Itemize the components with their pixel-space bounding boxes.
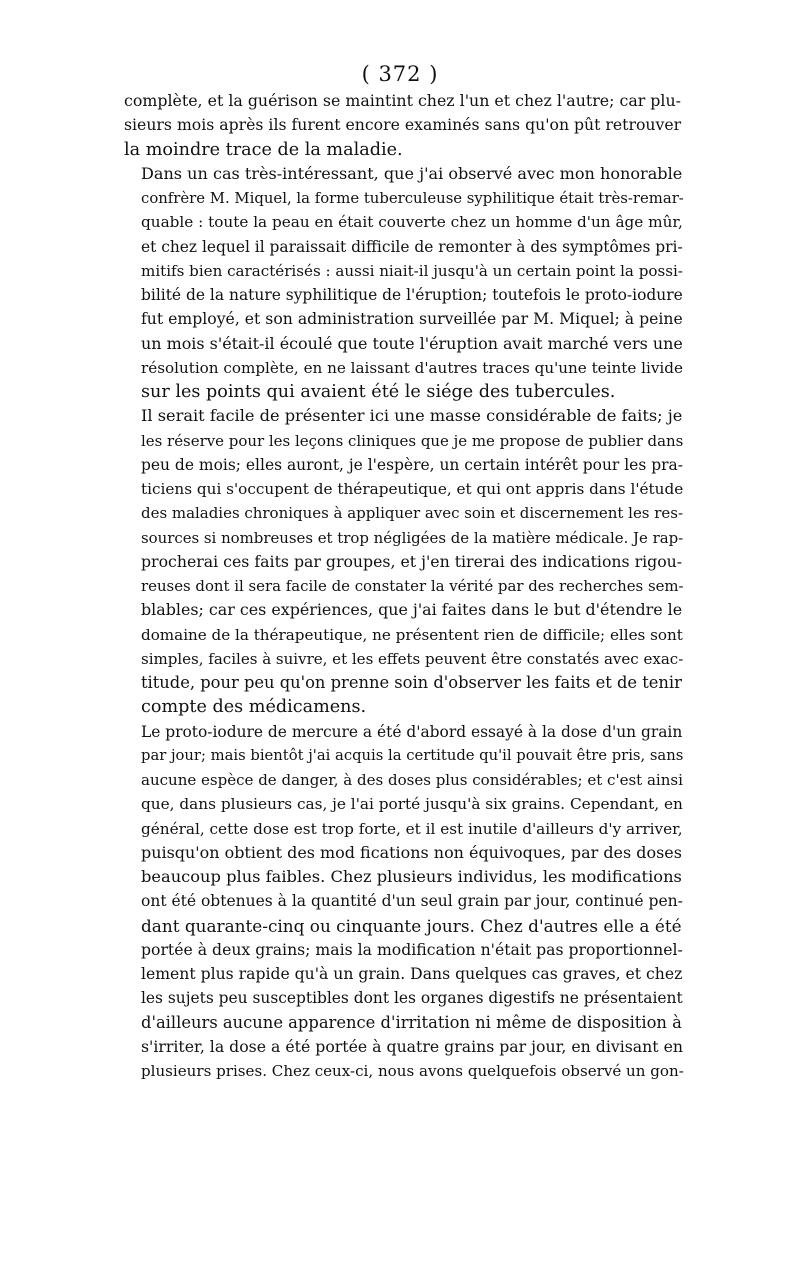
text-line: mitifs bien caractérisés : aussi niait-il jusqu'à un certain point la possi- xyxy=(141,261,683,280)
text-line: compte des médicamens. xyxy=(141,697,367,718)
text-line: des maladies chroniques à appliquer avec soin et discernement les res- xyxy=(141,504,684,523)
text-line: simples, faciles à suivre, et les effets peuvent être constatés avec exac- xyxy=(141,649,684,668)
text-line: portée à deux grains; mais la modification n'était pas proportionnel- xyxy=(141,939,683,959)
text-line: puisqu'on obtient des mod fications non équivoques, par des doses xyxy=(141,842,682,862)
text-line: plusieurs prises. Chez ceux-ci, nous avons quelquefois observé un gon- xyxy=(141,1062,684,1080)
text-line: ticiens qui s'occupent de thérapeutique, et qui ont appris dans l'étude xyxy=(141,480,684,498)
text-line: lement plus rapide qu'à un grain. Dans quelques cas graves, et chez xyxy=(141,964,683,983)
text-line: quable : toute la peau en était couverte chez un homme d'un âge mûr, xyxy=(141,213,683,232)
text-line: Le proto-iodure de mercure a été d'abord essayé à la dose d'un grain xyxy=(141,722,683,741)
text-line: fut employé, et son administration surveillée par M. Miquel; à peine xyxy=(141,309,683,329)
text-line: Dans un cas très-intéressant, que j'ai observé avec mon honorable xyxy=(141,163,683,183)
text-line: les réserve pour les leçons cliniques que je me propose de publier dans xyxy=(141,431,684,450)
text-line: et chez lequel il paraissait difficile de remonter à des symptômes pri- xyxy=(141,237,683,256)
text-line: résolution complète, en ne laissant d'autres traces qu'une teinte livide xyxy=(141,358,683,377)
paragraph xyxy=(124,89,681,162)
text-line: sources si nombreuses et trop négligées de la matière médicale. Je rap- xyxy=(141,528,684,547)
text-line: les sujets peu susceptibles dont les organes digestifs ne présentaient xyxy=(141,989,683,1008)
text-line: s'irriter, la dose a été portée à quatre grains par jour, en divisant en xyxy=(141,1036,683,1056)
text-line: complète, et la guérison se maintint chez l'un et chez l'autre; car plu- xyxy=(124,91,681,110)
text-line: que, dans plusieurs cas, je l'ai porté jusqu'à six grains. Cependant, en xyxy=(141,795,683,814)
text-line: ont été obtenues à la quantité d'un seul grain par jour, continué pen- xyxy=(141,892,683,911)
paragraph xyxy=(124,404,684,719)
text-line: la moindre trace de la maladie. xyxy=(124,139,403,160)
text-line: beaucoup plus faibles. Chez plusieurs individus, les modifications xyxy=(141,867,682,886)
body-text xyxy=(124,89,684,1083)
text-line: général, cette dose est trop forte, et il est inutile d'ailleurs d'y arriver, xyxy=(141,819,683,838)
text-line: peu de mois; elles auront, je l'espère, un certain intérêt pour les pra- xyxy=(141,455,683,474)
text-line: titude, pour peu qu'on prenne soin d'observer les faits et de tenir xyxy=(141,673,682,692)
text-line: dant quarante-cinq ou cinquante jours. Chez d'autres elle a été xyxy=(141,915,682,936)
paragraph xyxy=(124,720,684,1084)
text-line: par jour; mais bientôt j'ai acquis la certitude qu'il pouvait être pris, sans xyxy=(141,746,684,764)
text-line: Il serait facile de présenter ici une masse considérable de faits; je xyxy=(141,406,683,426)
text-line: sieurs mois après ils furent encore examinés sans qu'on pût retrouver xyxy=(124,115,682,135)
text-line: un mois s'était-il écoulé que toute l'éruption avait marché vers une xyxy=(141,333,683,353)
text-line: reuses dont il sera facile de constater la vérité par des recherches sem- xyxy=(141,577,684,595)
text-line: confrère M. Miquel, la forme tuberculeuse syphilitique était très-remar- xyxy=(141,189,684,207)
text-line: bilité de la nature syphilitique de l'éruption; toutefois le proto-iodure xyxy=(141,286,683,304)
text-line: d'ailleurs aucune apparence d'irritation ni même de disposition à xyxy=(141,1012,682,1032)
text-line: procherai ces faits par groupes, et j'en tirerai des indications rigou- xyxy=(141,551,683,571)
text-line: sur les points qui avaient été le siége des tubercules. xyxy=(141,382,616,402)
text-line: domaine de la thérapeutique, ne présentent rien de difficile; elles sont xyxy=(141,625,683,644)
page-number: ( 372 ) xyxy=(361,62,439,86)
text-line: aucune espèce de danger, à des doses plus considérables; et c'est ainsi xyxy=(141,771,683,789)
paragraph xyxy=(124,162,684,405)
text-line: blables; car ces expériences, que j'ai faites dans le but d'étendre le xyxy=(141,600,683,620)
